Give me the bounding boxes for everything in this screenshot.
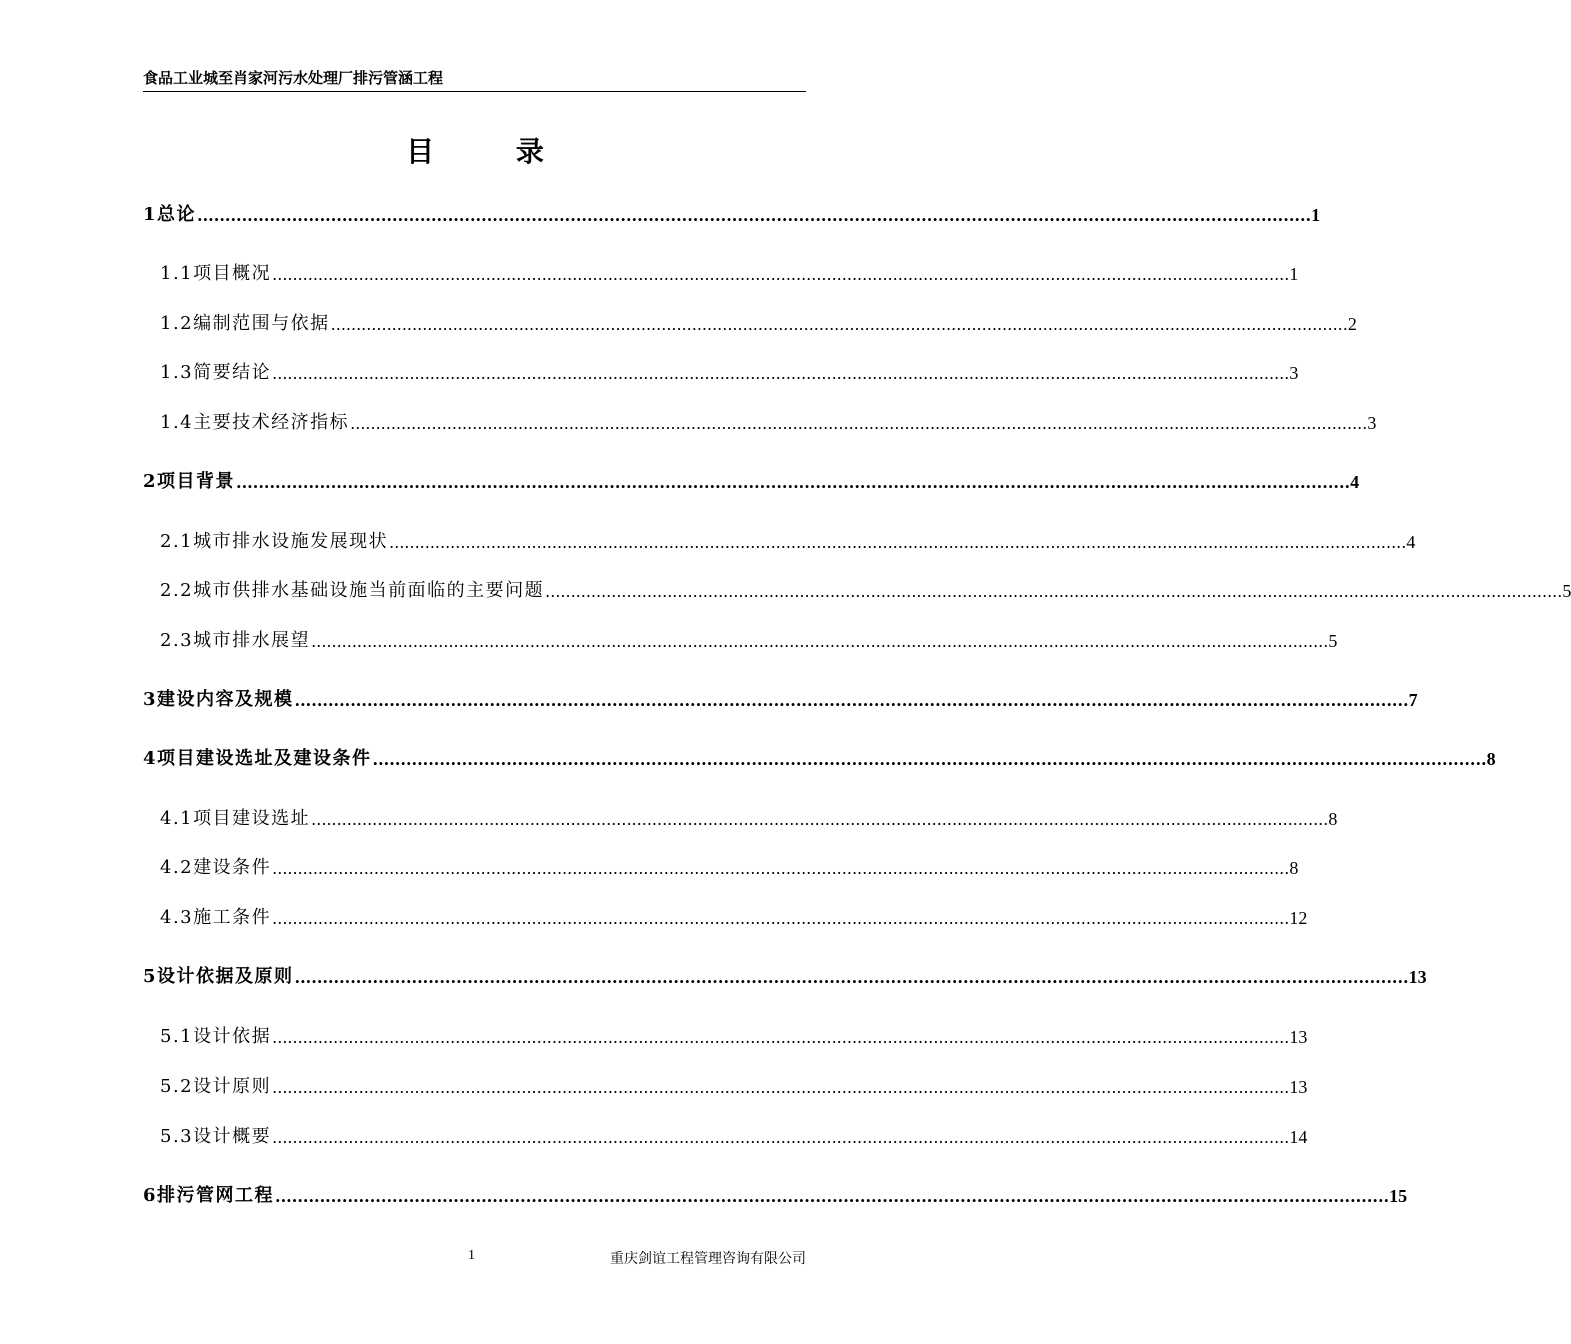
- toc-entry-label: 设计原则: [193, 1076, 272, 1097]
- toc-entry[interactable]: [160, 1021, 1308, 1049]
- toc-entry[interactable]: [143, 961, 1427, 989]
- toc-entry-number: 5.1: [160, 1026, 194, 1047]
- toc-entry-number: 2.3: [160, 630, 194, 651]
- toc-entry-number: 6: [143, 1185, 158, 1206]
- toc-entry-page: 5: [1562, 581, 1571, 601]
- toc-entry-page: 15: [1389, 1186, 1408, 1206]
- toc-entry-page: 1: [1311, 205, 1321, 225]
- toc-dot-leader: ........................................................................................................................................................................................................: [272, 364, 1290, 383]
- toc-entry[interactable]: [143, 466, 1360, 494]
- toc-dot-leader: ........................................................................................................................................................................................................: [272, 1078, 1290, 1097]
- toc-entry-label: 建设条件: [193, 857, 272, 878]
- toc-entry[interactable]: [160, 526, 1416, 554]
- toc-entry-number: 4.3: [160, 907, 194, 928]
- toc-entry-label: 施工条件: [193, 907, 272, 928]
- toc-entry[interactable]: [143, 743, 1496, 771]
- footer-company-name: 重庆剑谊工程管理咨询有限公司: [610, 1251, 806, 1267]
- toc-entry-page: 2: [1347, 314, 1357, 334]
- toc-entry-page: 8: [1289, 858, 1299, 878]
- toc-entry-page: 3: [1367, 413, 1377, 433]
- toc-entry-label: 城市供排水基础设施当前面临的主要问题: [193, 580, 545, 601]
- toc-entry-page: 13: [1408, 967, 1427, 987]
- toc-entry-number: 2.1: [160, 531, 194, 552]
- toc-entry[interactable]: [160, 407, 1377, 435]
- toc-dot-leader: ........................................................................................................................................................................................................: [236, 473, 1351, 492]
- toc-entry-label: 总论: [157, 204, 197, 225]
- toc-entry-page: 7: [1408, 690, 1418, 710]
- toc-entry-label: 编制范围与依据: [193, 313, 330, 334]
- toc-dot-leader: ........................................................................................................................................................................................................: [389, 533, 1407, 552]
- toc-entry[interactable]: [160, 1071, 1308, 1099]
- toc-entry[interactable]: [143, 684, 1418, 712]
- toc-entry-page: 14: [1289, 1127, 1308, 1147]
- toc-entry-label: 主要技术经济指标: [193, 412, 350, 433]
- toc-dot-leader: ........................................................................................................................................................................................................: [272, 1028, 1290, 1047]
- toc-entry-page: 3: [1289, 363, 1299, 383]
- toc-entry-number: 1.2: [160, 313, 194, 334]
- toc-dot-leader: ........................................................................................................................................................................................................: [294, 691, 1409, 710]
- toc-entry[interactable]: [143, 199, 1321, 227]
- toc-entry[interactable]: [160, 258, 1299, 286]
- toc-entry[interactable]: [160, 308, 1357, 336]
- toc-entry-number: 5.3: [160, 1126, 194, 1147]
- toc-entry-label: 排污管网工程: [157, 1185, 275, 1206]
- toc-entry-number: 4: [143, 748, 158, 769]
- toc-entry[interactable]: [160, 625, 1338, 653]
- toc-entry-label: 项目建设选址及建设条件: [157, 748, 372, 769]
- toc-dot-leader: ........................................................................................................................................................................................................: [275, 1187, 1390, 1206]
- toc-entry-label: 设计依据及原则: [157, 966, 294, 987]
- toc-entry-number: 2.2: [160, 580, 194, 601]
- toc-entry[interactable]: [160, 902, 1308, 930]
- toc-entry-label: 城市排水设施发展现状: [193, 531, 389, 552]
- toc-entry-number: 1.4: [160, 412, 194, 433]
- toc-dot-leader: ........................................................................................................................................................................................................: [311, 632, 1329, 651]
- toc-dot-leader: ........................................................................................................................................................................................................: [545, 582, 1563, 601]
- toc-entry[interactable]: [160, 575, 1571, 603]
- toc-entry[interactable]: [143, 1180, 1408, 1208]
- toc-entry-page: 4: [1350, 472, 1360, 492]
- toc-entry-page: 5: [1328, 631, 1338, 651]
- toc-dot-leader: ........................................................................................................................................................................................................: [197, 206, 1312, 225]
- toc-dot-leader: ........................................................................................................................................................................................................: [294, 968, 1409, 987]
- toc-entry-page: 8: [1328, 809, 1338, 829]
- toc-entry-number: 1: [143, 204, 158, 225]
- toc-entry-page: 8: [1486, 749, 1496, 769]
- toc-entry-number: 4.2: [160, 857, 194, 878]
- toc-entry-page: 13: [1289, 1077, 1308, 1097]
- toc-heading: 目 录: [406, 135, 580, 168]
- toc-dot-leader: ........................................................................................................................................................................................................: [272, 1128, 1290, 1147]
- toc-entry-label: 项目背景: [157, 471, 236, 492]
- toc-dot-leader: ........................................................................................................................................................................................................: [350, 414, 1368, 433]
- toc-entry-number: 1.1: [160, 263, 194, 284]
- toc-entry-page: 13: [1289, 1027, 1308, 1047]
- toc-entry-page: 12: [1289, 908, 1308, 928]
- toc-entry-number: 2: [143, 471, 158, 492]
- toc-dot-leader: ........................................................................................................................................................................................................: [311, 810, 1329, 829]
- toc-dot-leader: ........................................................................................................................................................................................................: [330, 315, 1348, 334]
- toc-dot-leader: ........................................................................................................................................................................................................: [372, 750, 1487, 769]
- toc-entry-label: 建设内容及规模: [157, 689, 294, 710]
- toc-entry-page: 1: [1289, 264, 1299, 284]
- toc-entry-number: 4.1: [160, 808, 194, 829]
- running-header: 食品工业城至肖家河污水处理厂排污管涵工程: [143, 68, 806, 92]
- toc-entry-label: 简要结论: [193, 362, 272, 383]
- toc-entry-number: 3: [143, 689, 158, 710]
- toc-entry-page: 4: [1406, 532, 1416, 552]
- toc-entry-label: 城市排水展望: [193, 630, 311, 651]
- toc-entry-label: 设计概要: [193, 1126, 272, 1147]
- toc-entry[interactable]: [160, 1121, 1308, 1149]
- toc-entry-label: 项目建设选址: [193, 808, 311, 829]
- toc-dot-leader: ........................................................................................................................................................................................................: [272, 909, 1290, 928]
- toc-entry-number: 1.3: [160, 362, 194, 383]
- toc-entry-label: 项目概况: [193, 263, 272, 284]
- toc-entry[interactable]: [160, 803, 1338, 831]
- toc-entry-label: 设计依据: [193, 1026, 272, 1047]
- toc-dot-leader: ........................................................................................................................................................................................................: [272, 265, 1290, 284]
- toc-entry-number: 5.2: [160, 1076, 194, 1097]
- toc-entry[interactable]: [160, 357, 1299, 385]
- toc-entry-number: 5: [143, 966, 158, 987]
- toc-dot-leader: ........................................................................................................................................................................................................: [272, 859, 1290, 878]
- footer-page-number: 1: [468, 1248, 475, 1263]
- toc-entry[interactable]: [160, 852, 1299, 880]
